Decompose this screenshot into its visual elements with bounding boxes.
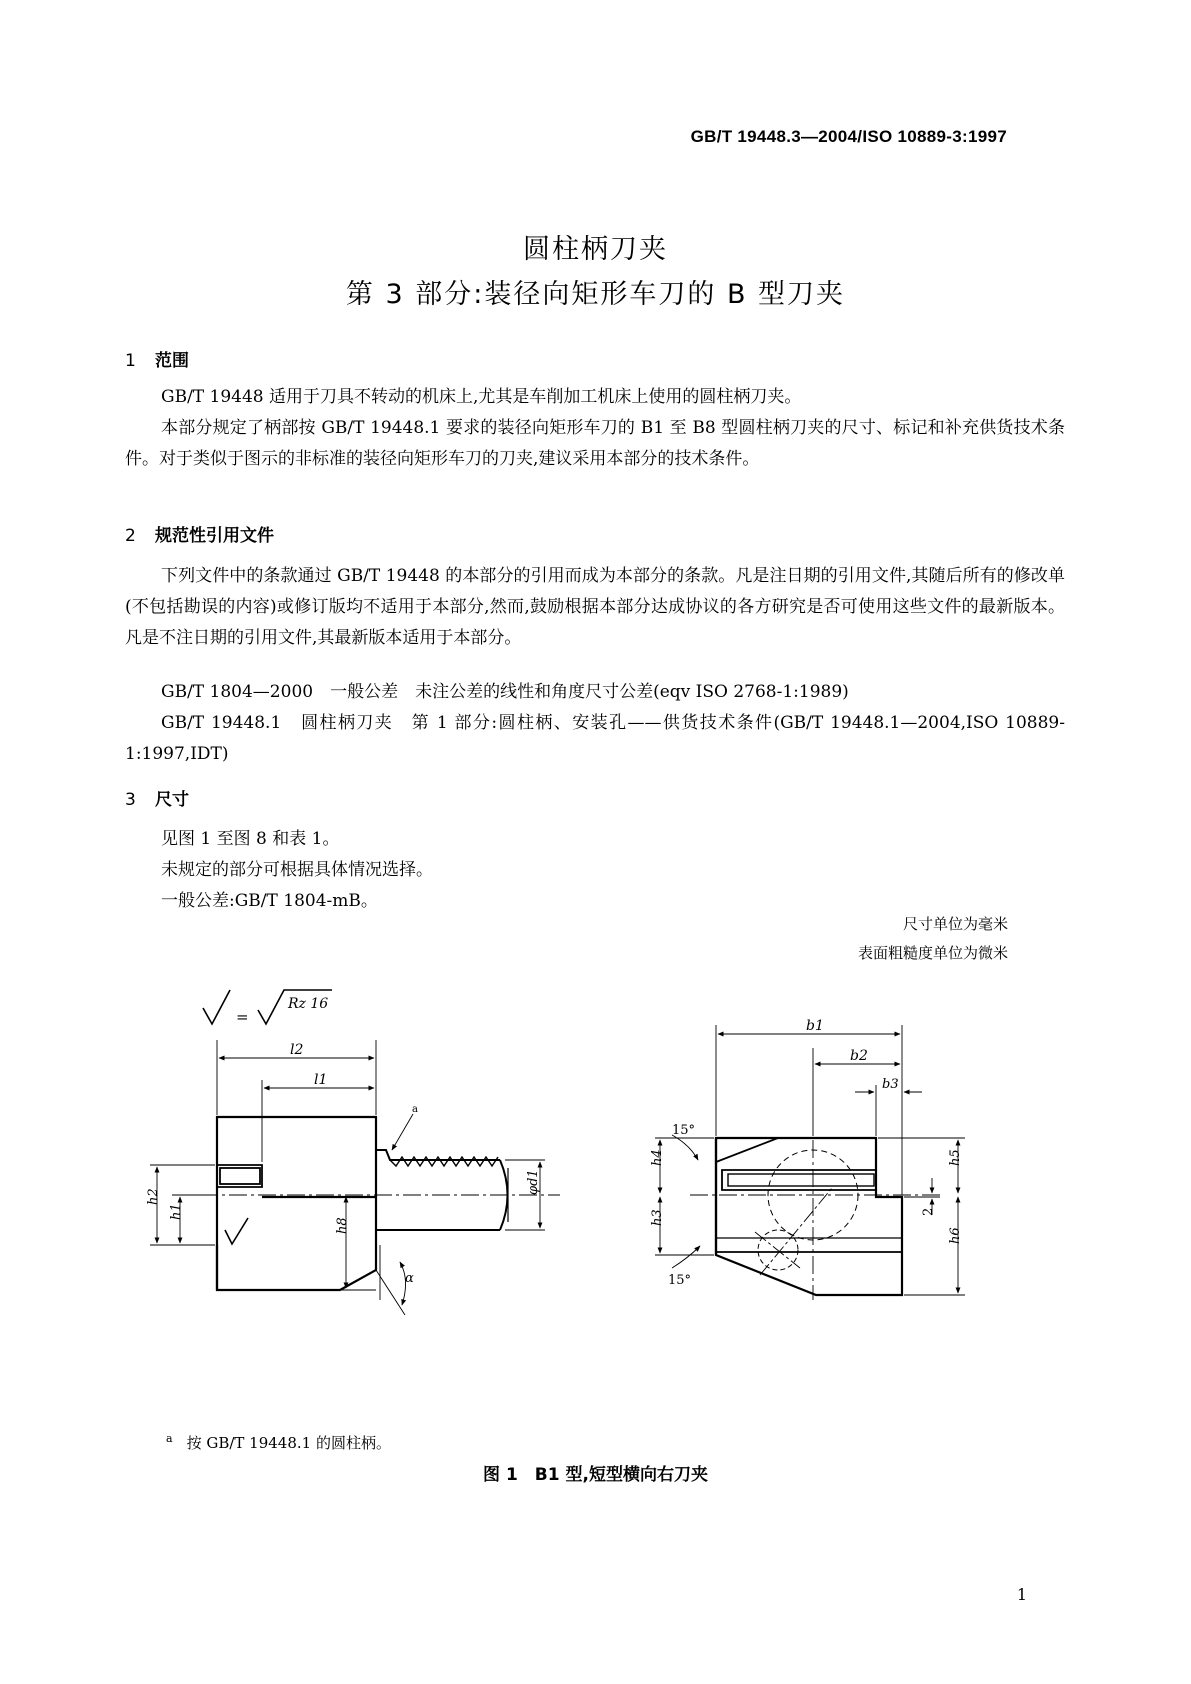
standard-code: GB/T 19448.3—2004/ISO 10889-3:1997 — [690, 127, 1007, 146]
section-1-heading — [125, 346, 189, 371]
section-1-paragraph-1: GB/T 19448 适用于刀具不转动的机床上,尤其是车削加工机床上使用的圆柱柄刀夹。 — [161, 387, 802, 407]
label-l2: l2 — [290, 1042, 304, 1058]
section-3-line-1: 见图 1 至图 8 和表 1。 — [161, 829, 340, 849]
section-1-paragraph-2: 本部分规定了柄部按 GB/T 19448.1 要求的装径向矩形车刀的 B1 至 B8 型圆柱柄刀夹的尺寸、标记和补充供货技术条件。对于类似于图示的非标准的装径向矩形车刀的刀夹,建议采用本部分的技术条件。 — [125, 418, 1065, 469]
note-text: 按 GB/T 19448.1 的圆柱柄。 — [186, 1434, 391, 1452]
section-number: 1 — [125, 351, 136, 371]
label-h5: h5 — [948, 1149, 963, 1166]
reference-2: GB/T 19448.1 圆柱柄刀夹 第 1 部分:圆柱柄、安装孔——供货技术条件(GB/T 19448.1—2004,ISO 10889-1:1997,IDT) — [125, 713, 1065, 764]
label-h2: h2 — [146, 1188, 161, 1205]
section-number: 2 — [125, 526, 136, 546]
label-h4: h4 — [650, 1149, 665, 1166]
label-note-a: a — [412, 1104, 418, 1115]
label-h8: h8 — [335, 1217, 350, 1234]
side-view — [150, 1040, 560, 1315]
figure-1-drawing — [0, 970, 1191, 1430]
note-mark: a — [166, 1432, 173, 1445]
section-3-line-3: 一般公差:GB/T 1804-mB。 — [161, 891, 378, 911]
label-b3: b3 — [882, 1077, 899, 1092]
section-2-paragraph-1: 下列文件中的条款通过 GB/T 19448 的本部分的引用而成为本部分的条款。凡是注日期的引用文件,其随后所有的修改单(不包括勘误的内容)或修订版均不适用于本部分,然而,鼓励根据本部分达成协议的各方研究是否可使用这些文件的最新版本。凡是不注日期的引用文件,其最新版本适用于本部分。 — [125, 566, 1065, 648]
roughness-equals: = — [236, 1008, 249, 1026]
section-title: 范围 — [155, 351, 189, 371]
section-3-heading — [125, 785, 189, 810]
label-b1: b1 — [806, 1018, 824, 1034]
page-number: 1 — [1016, 1585, 1027, 1604]
roughness-symbol — [203, 990, 332, 1026]
section-title: 规范性引用文件 — [155, 526, 274, 546]
label-2: 2 — [921, 1207, 936, 1216]
label-h6: h6 — [948, 1227, 963, 1244]
label-h1: h1 — [169, 1203, 184, 1220]
roughness-unit-note: 表面粗糙度单位为微米 — [857, 944, 1008, 962]
label-alpha: α — [405, 1271, 414, 1286]
section-number: 3 — [125, 790, 136, 810]
figure-note — [166, 1432, 391, 1453]
section-title: 尺寸 — [155, 790, 189, 810]
document-subtitle: 第 3 部分:装径向矩形车刀的 B 型刀夹 — [345, 279, 846, 310]
section-2-heading — [125, 521, 274, 546]
dimension-unit-note: 尺寸单位为毫米 — [902, 915, 1008, 933]
roughness-value: Rz 16 — [288, 996, 329, 1012]
label-15deg-top: 15° — [672, 1123, 696, 1138]
front-view — [655, 1025, 965, 1300]
document-title: 圆柱柄刀夹 — [523, 234, 668, 265]
label-h3: h3 — [650, 1209, 665, 1226]
label-d1: φd1 — [526, 1169, 541, 1195]
section-3-line-2: 未规定的部分可根据具体情况选择。 — [161, 860, 433, 880]
label-15deg-bottom: 15° — [668, 1273, 692, 1288]
label-b2: b2 — [850, 1048, 868, 1064]
figure-caption: 图 1 B1 型,短型横向右刀夹 — [483, 1465, 708, 1485]
reference-1: GB/T 1804—2000 一般公差 未注公差的线性和角度尺寸公差(eqv ISO 2768-1:1989) — [161, 682, 849, 702]
label-l1: l1 — [314, 1072, 328, 1088]
